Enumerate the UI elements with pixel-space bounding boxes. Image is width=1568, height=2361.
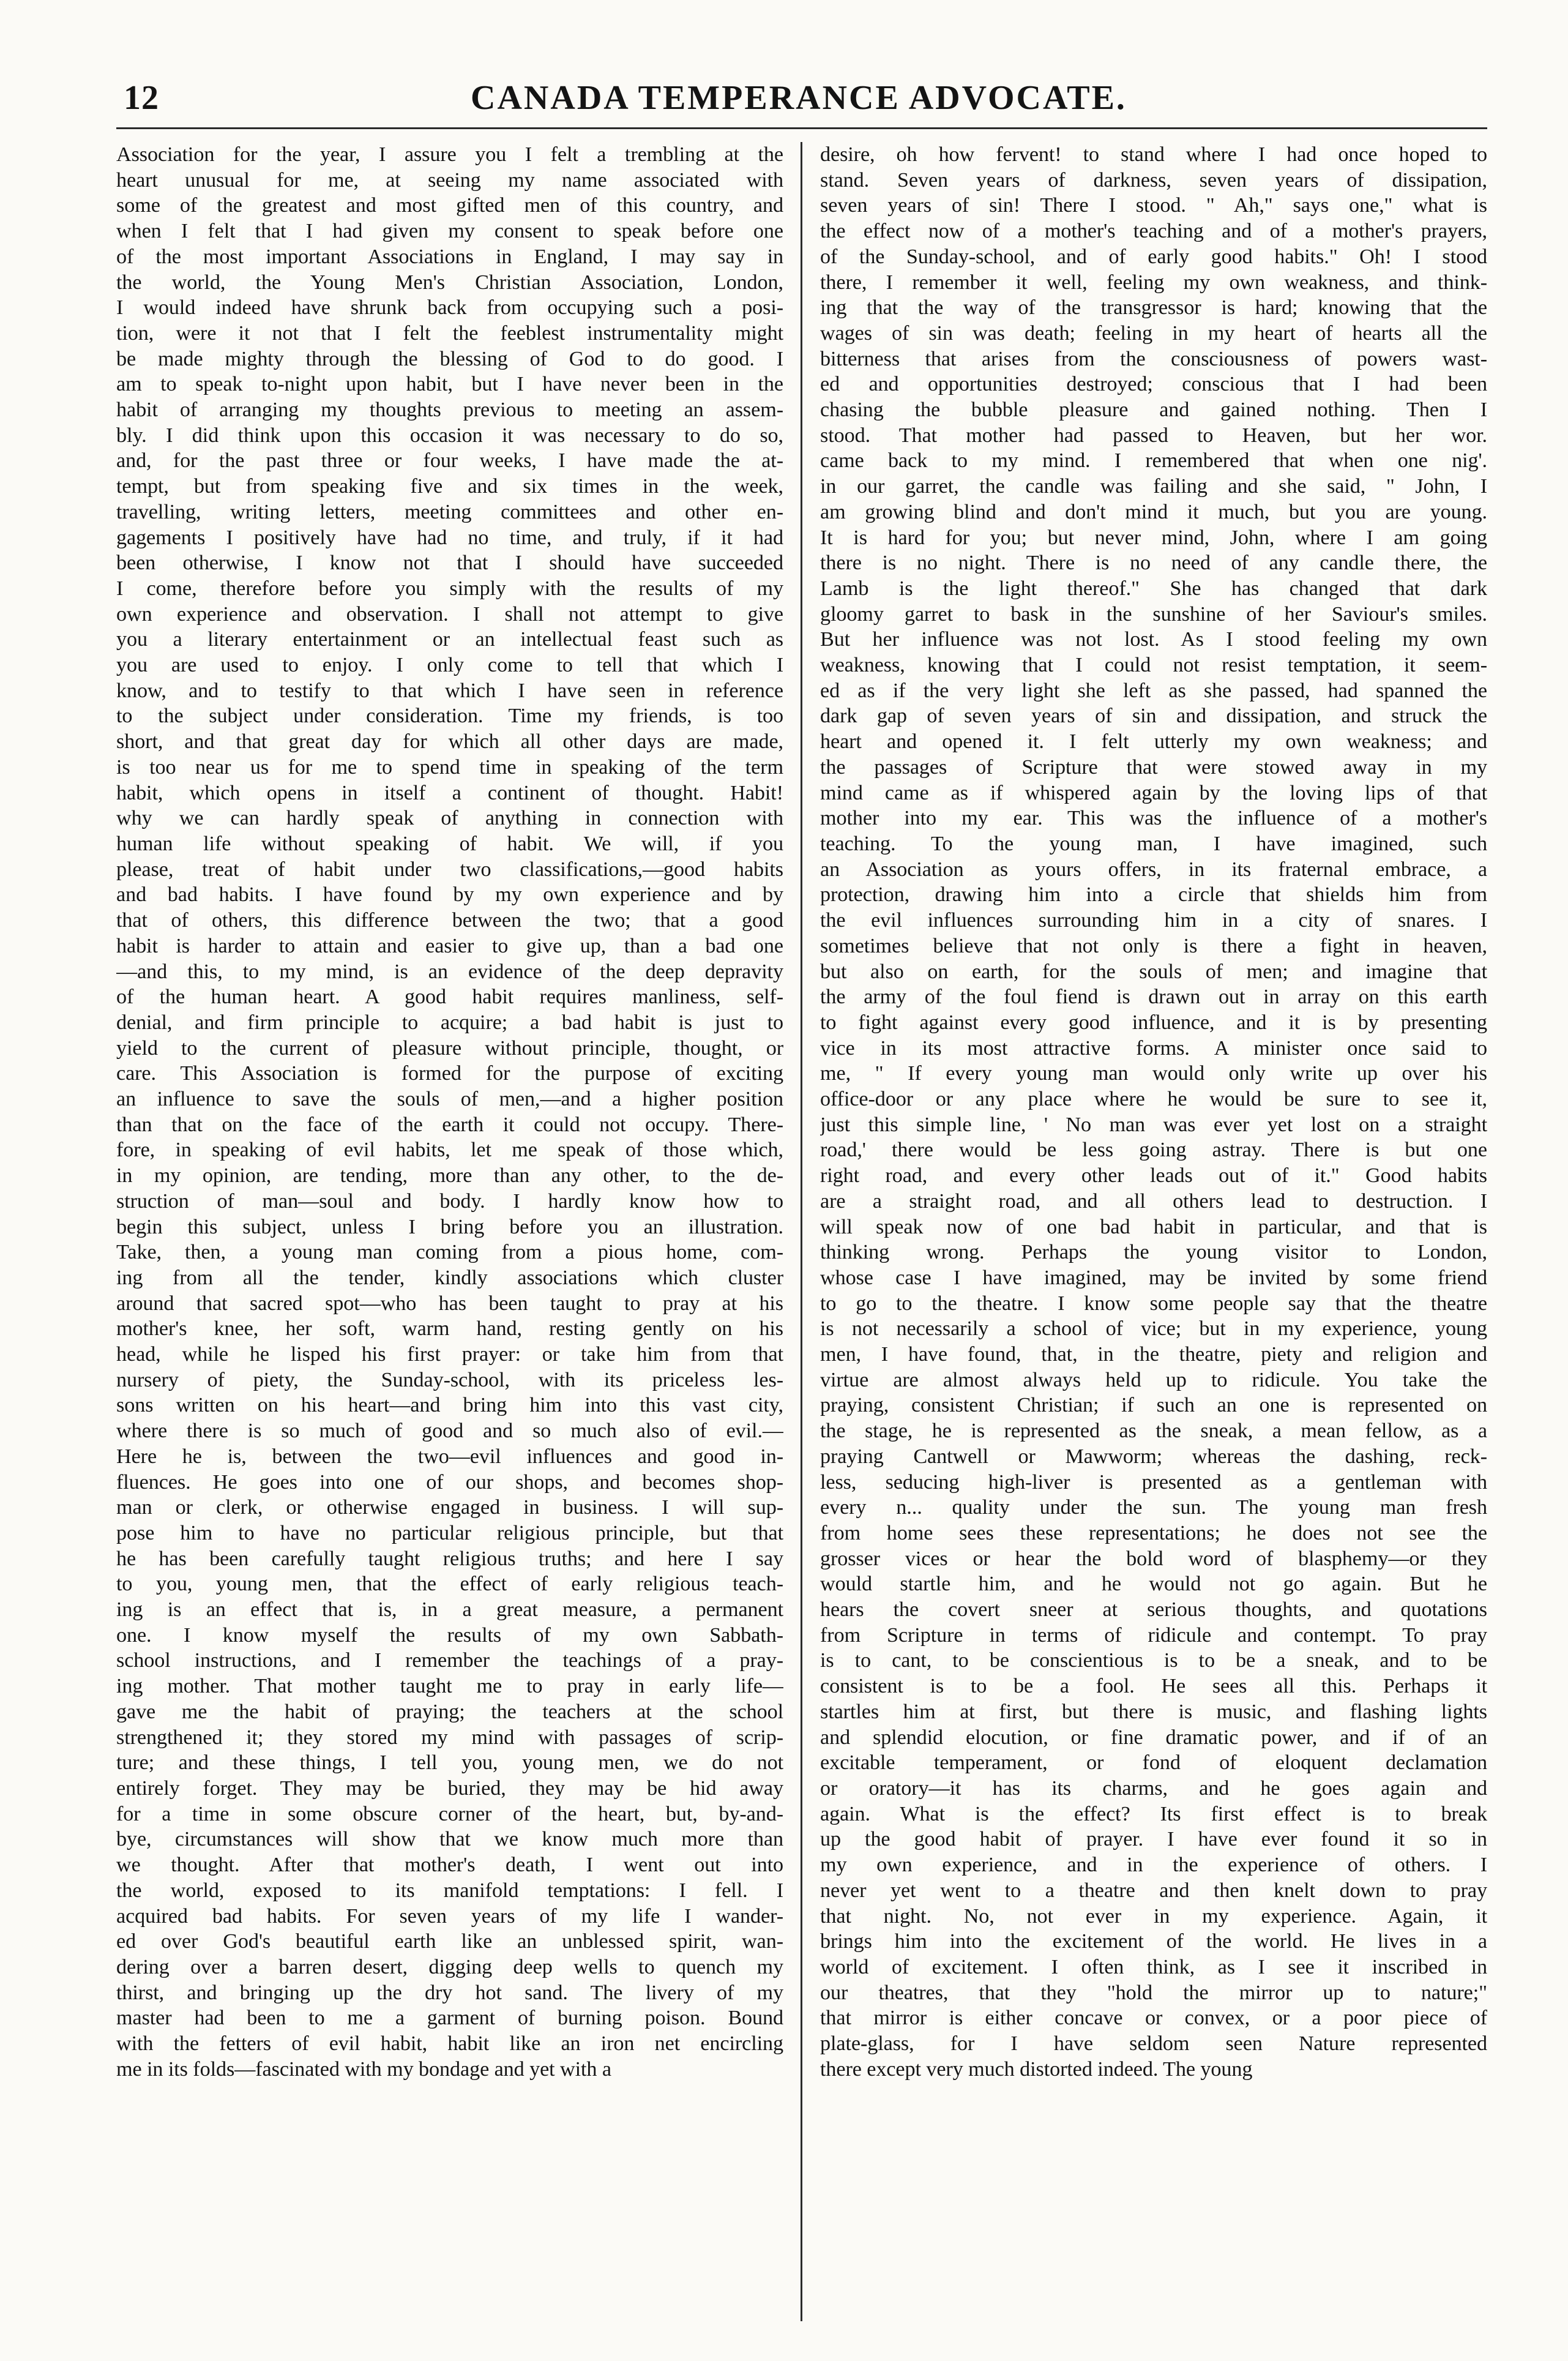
- text-line: bly. I did think upon this occasion it was necessary to do so,: [116, 424, 783, 447]
- text-line: would startle him, and he would not go again. But he: [820, 1573, 1487, 1596]
- text-line: be made mighty through the blessing of God to do good. I: [116, 347, 783, 370]
- text-line: —and this, to my mind, is an evidence of the deep depravity: [116, 960, 783, 983]
- text-line: fluences. He goes into one of our shops, and becomes shop-: [116, 1470, 783, 1494]
- text-line: me, " If every young man would only write up over his: [820, 1062, 1487, 1085]
- text-line: whose case I have imagined, may be invited by some friend: [820, 1266, 1487, 1289]
- text-line: human life without speaking of habit. We will, if you: [116, 832, 783, 855]
- column-rule: [801, 142, 802, 2321]
- text-line: there is no night. There is no need of any candle there, the: [820, 552, 1487, 575]
- text-line: sons written on his heart—and bring him into this vast city,: [116, 1394, 783, 1417]
- text-line: ing that the way of the transgressor is hard; knowing that the: [820, 296, 1487, 320]
- text-line: ed and opportunities destroyed; conscious that I had been: [820, 373, 1487, 396]
- text-line: protection, drawing him into a circle that shields him from: [820, 883, 1487, 907]
- text-line: teaching. To the young man, I have imagined, such: [820, 832, 1487, 855]
- left-column: [116, 142, 783, 2321]
- text-line: stood. That mother had passed to Heaven, but her wor.: [820, 424, 1487, 447]
- text-line: and bad habits. I have found by my own experience and by: [116, 883, 783, 907]
- page-header: [110, 73, 1487, 122]
- text-line: the army of the foul fiend is drawn out in array on this earth: [820, 986, 1487, 1009]
- text-line: is too near us for me to spend time in speaking of the term: [116, 755, 783, 779]
- text-line: Lamb is the light thereof." She has changed that dark: [820, 577, 1487, 600]
- text-line: some of the greatest and most gifted men of this country, and: [116, 194, 783, 217]
- text-line: to fight against every good influence, and it is by presenting: [820, 1011, 1487, 1034]
- text-line: travelling, writing letters, meeting committees and other en-: [116, 500, 783, 523]
- text-line: where there is so much of good and so much also of evil.—: [116, 1420, 783, 1443]
- text-line: habit of arranging my thoughts previous to meeting an assem-: [116, 398, 783, 422]
- text-line: bitterness that arises from the consciousness of powers wast-: [820, 347, 1487, 370]
- text-line: wages of sin was death; feeling in my heart of hearts all the: [820, 321, 1487, 345]
- text-line: of the Sunday-school, and of early good habits." Oh! I stood: [820, 245, 1487, 268]
- text-line: entirely forget. They may be buried, they may be hid away: [116, 1777, 783, 1800]
- text-line: our theatres, that they "hold the mirror up to nature;": [820, 1981, 1487, 2004]
- text-line: ing mother. That mother taught me to pray in early life—: [116, 1675, 783, 1698]
- text-line: and splendid elocution, or fine dramatic power, and if of an: [820, 1726, 1487, 1749]
- text-line: desire, oh how fervent! to stand where I had once hoped to: [820, 143, 1487, 166]
- text-line: denial, and firm principle to acquire; a bad habit is just to: [116, 1011, 783, 1034]
- text-line: never yet went to a theatre and then knelt down to pray: [820, 1879, 1487, 1902]
- text-line: consistent is to be a fool. He sees all this. Perhaps it: [820, 1675, 1487, 1698]
- text-line: mind came as if whispered again by the loving lips of that: [820, 781, 1487, 804]
- text-line: the world, the Young Men's Christian Association, London,: [116, 271, 783, 294]
- text-line: we thought. After that mother's death, I went out into: [116, 1854, 783, 1877]
- text-line: startles him at first, but there is music, and flashing lights: [820, 1700, 1487, 1723]
- text-line: please, treat of habit under two classifications,—good habits: [116, 858, 783, 881]
- text-line: the world, exposed to its manifold temptations: I fell. I: [116, 1879, 783, 1902]
- text-line: nursery of piety, the Sunday-school, with its priceless les-: [116, 1368, 783, 1391]
- text-line: heart and opened it. I felt utterly my own weakness; and: [820, 730, 1487, 754]
- text-line: Take, then, a young man coming from a pious home, com-: [116, 1241, 783, 1264]
- text-line: world of excitement. I often think, as I see it inscribed in: [820, 1955, 1487, 1978]
- header-rule: [116, 127, 1487, 129]
- text-line: men, I have found, that, in the theatre, piety and religion and: [820, 1343, 1487, 1366]
- text-line: pose him to have no particular religious principle, but that: [116, 1521, 783, 1544]
- text-line: me in its folds—fascinated with my bondage and yet with a: [116, 2057, 611, 2081]
- article-columns: [116, 142, 1487, 2321]
- text-line: right road, and every other leads out of it." Good habits: [820, 1164, 1487, 1188]
- text-line: seven years of sin! There I stood. " Ah," says one," what is: [820, 194, 1487, 217]
- text-line: sometimes believe that not only is there a fight in heaven,: [820, 934, 1487, 957]
- text-line: ed over God's beautiful earth like an unblessed spirit, wan-: [116, 1930, 783, 1953]
- text-line: and, for the past three or four weeks, I have made the at-: [116, 449, 783, 473]
- text-line: acquired bad habits. For seven years of my life I wander-: [116, 1904, 783, 1928]
- text-line: dering over a barren desert, digging deep wells to quench my: [116, 1955, 783, 1978]
- text-line: ing is an effect that is, in a great measure, a permanent: [116, 1598, 783, 1622]
- text-line: head, while he lisped his first prayer: or take him from that: [116, 1343, 783, 1366]
- text-line: vice in its most attractive forms. A minister once said to: [820, 1036, 1487, 1060]
- text-line: heart unusual for me, at seeing my name associated with: [116, 168, 783, 192]
- text-line: weakness, knowing that I could not resist temptation, it seem-: [820, 654, 1487, 677]
- text-line: road,' there would be less going astray. There is but one: [820, 1139, 1487, 1162]
- text-line: from Scripture in terms of ridicule and contempt. To pray: [820, 1623, 1487, 1647]
- text-line: is not necessarily a school of vice; but in my experience, young: [820, 1317, 1487, 1341]
- text-line: tempt, but from speaking five and six times in the week,: [116, 475, 783, 498]
- text-line: am to speak to-night upon habit, but I have never been in the: [116, 373, 783, 396]
- text-line: in my opinion, are tending, more than any other, to the de-: [116, 1164, 783, 1188]
- text-line: master had been to me a garment of burning poison. Bound: [116, 2007, 783, 2030]
- text-line: chasing the bubble pleasure and gained nothing. Then I: [820, 398, 1487, 422]
- text-line: bye, circumstances will show that we know much more than: [116, 1828, 783, 1851]
- text-line: office-door or any place where he would be sure to see it,: [820, 1088, 1487, 1111]
- text-line: the evil influences surrounding him in a city of snares. I: [820, 909, 1487, 932]
- text-line: up the good habit of prayer. I have ever found it so in: [820, 1828, 1487, 1851]
- text-line: the passages of Scripture that were stowed away in my: [820, 755, 1487, 779]
- text-line: but also on earth, for the souls of men; and imagine that: [820, 960, 1487, 983]
- text-line: that of others, this difference between the two; that a good: [116, 909, 783, 932]
- text-line: from home sees these representations; he does not see the: [820, 1521, 1487, 1544]
- text-line: Here he is, between the two—evil influences and good in-: [116, 1445, 783, 1468]
- text-line: you are used to enjoy. I only come to tell that which I: [116, 654, 783, 677]
- text-line: with the fetters of evil habit, habit like an iron net encircling: [116, 2032, 783, 2056]
- text-line: came back to my mind. I remembered that when one nig'.: [820, 449, 1487, 473]
- text-line: less, seducing high-liver is presented as a gentleman with: [820, 1470, 1487, 1494]
- text-line: there, I remember it well, feeling my own weakness, and think-: [820, 271, 1487, 294]
- text-line: why we can hardly speak of anything in connection with: [116, 807, 783, 830]
- text-line: stand. Seven years of darkness, seven years of dissipation,: [820, 168, 1487, 192]
- page-number: 12: [124, 79, 159, 117]
- text-line: yield to the current of pleasure without principle, thought, or: [116, 1036, 783, 1060]
- text-line: ing from all the tender, kindly associations which cluster: [116, 1266, 783, 1289]
- running-title: CANADA TEMPERANCE ADVOCATE.: [471, 79, 1127, 117]
- text-line: he has been carefully taught religious truths; and here I say: [116, 1547, 783, 1570]
- text-line: there except very much distorted indeed. The young: [820, 2057, 1253, 2081]
- text-line: one. I know myself the results of my own Sabbath-: [116, 1623, 783, 1647]
- text-line: own experience and observation. I shall not attempt to give: [116, 602, 783, 626]
- text-line: gloomy garret to bask in the sunshine of her Saviour's smiles.: [820, 602, 1487, 626]
- text-line: every n... quality under the sun. The young man fresh: [820, 1496, 1487, 1519]
- text-line: fore, in speaking of evil habits, let me speak of those which,: [116, 1139, 783, 1162]
- text-line: around that sacred spot—who has been taught to pray at his: [116, 1292, 783, 1315]
- text-line: hears the covert sneer at serious thoughts, and quotations: [820, 1598, 1487, 1622]
- text-line: gagements I positively have had no time, and truly, if it had: [116, 526, 783, 549]
- text-line: an influence to save the souls of men,—and a higher position: [116, 1088, 783, 1111]
- text-line: dark gap of seven years of sin and dissipation, and struck the: [820, 705, 1487, 728]
- text-line: struction of man—soul and body. I hardly know how to: [116, 1189, 783, 1213]
- text-line: mother into my ear. This was the influence of a mother's: [820, 807, 1487, 830]
- text-line: again. What is the effect? Its first effect is to break: [820, 1802, 1487, 1825]
- text-line: an Association as yours offers, in its fraternal embrace, a: [820, 858, 1487, 881]
- text-line: you a literary entertainment or an intellectual feast such as: [116, 628, 783, 651]
- text-line: praying, consistent Christian; if such an one is represented on: [820, 1394, 1487, 1417]
- text-line: know, and to testify to that which I have seen in reference: [116, 679, 783, 702]
- text-line: that mirror is either concave or convex, or a poor piece of: [820, 2007, 1487, 2030]
- text-line: the stage, he is represented as the sneak, a mean fellow, as a: [820, 1420, 1487, 1443]
- text-line: I would indeed have shrunk back from occupying such a posi-: [116, 296, 783, 320]
- text-line: my own experience, and in the experience of others. I: [820, 1854, 1487, 1877]
- text-line: for a time in some obscure corner of the heart, but, by-and-: [116, 1802, 783, 1825]
- text-line: thirst, and bringing up the dry hot sand. The livery of my: [116, 1981, 783, 2004]
- text-line: virtue are almost always held up to ridicule. You take the: [820, 1368, 1487, 1391]
- text-line: short, and that great day for which all other days are made,: [116, 730, 783, 754]
- text-line: to you, young men, that the effect of early religious teach-: [116, 1573, 783, 1596]
- text-line: grosser vices or hear the bold word of blasphemy—or they: [820, 1547, 1487, 1570]
- text-line: of the human heart. A good habit requires manliness, self-: [116, 986, 783, 1009]
- text-line: habit, which opens in itself a continent of thought. Habit!: [116, 781, 783, 804]
- text-line: habit is harder to attain and easier to give up, than a bad one: [116, 934, 783, 957]
- text-line: is to cant, to be conscientious is to be a sneak, and to be: [820, 1649, 1487, 1672]
- text-line: care. This Association is formed for the purpose of exciting: [116, 1062, 783, 1085]
- text-line: man or clerk, or otherwise engaged in business. I will sup-: [116, 1496, 783, 1519]
- text-line: Association for the year, I assure you I felt a trembling at the: [116, 143, 783, 166]
- text-line: will speak now of one bad habit in particular, and that is: [820, 1215, 1487, 1238]
- text-line: are a straight road, and all others lead to destruction. I: [820, 1189, 1487, 1213]
- text-line: brings him into the excitement of the world. He lives in a: [820, 1930, 1487, 1953]
- text-line: or oratory—it has its charms, and he goes again and: [820, 1777, 1487, 1800]
- text-line: mother's knee, her soft, warm hand, resting gently on his: [116, 1317, 783, 1341]
- text-line: tion, were it not that I felt the feeblest instrumentality might: [116, 321, 783, 345]
- text-line: excitable temperament, or fond of eloquent declamation: [820, 1751, 1487, 1775]
- text-line: ed as if the very light she left as she passed, had spanned the: [820, 679, 1487, 702]
- text-line: begin this subject, unless I bring before you an illustration.: [116, 1215, 783, 1238]
- text-line: the effect now of a mother's teaching and of a mother's prayers,: [820, 220, 1487, 243]
- text-line: But her influence was not lost. As I stood feeling my own: [820, 628, 1487, 651]
- text-line: to the subject under consideration. Time my friends, is too: [116, 705, 783, 728]
- text-line: thinking wrong. Perhaps the young visitor to London,: [820, 1241, 1487, 1264]
- text-line: been otherwise, I know not that I should have succeeded: [116, 552, 783, 575]
- text-line: strengthened it; they stored my mind with passages of scrip-: [116, 1726, 783, 1749]
- text-line: am growing blind and don't mind it much, but you are young.: [820, 500, 1487, 523]
- right-column: [820, 142, 1487, 2321]
- text-line: of the most important Associations in England, I may say in: [116, 245, 783, 268]
- text-line: gave me the habit of praying; the teachers at the school: [116, 1700, 783, 1723]
- text-line: to go to the theatre. I know some people say that the theatre: [820, 1292, 1487, 1315]
- text-line: than that on the face of the earth it could not occupy. There-: [116, 1113, 783, 1136]
- text-line: It is hard for you; but never mind, John, where I am going: [820, 526, 1487, 549]
- text-line: praying Cantwell or Mawworm; whereas the dashing, reck-: [820, 1445, 1487, 1468]
- text-line: I come, therefore before you simply with the results of my: [116, 577, 783, 600]
- text-line: when I felt that I had given my consent to speak before one: [116, 220, 783, 243]
- text-line: in our garret, the candle was failing and she said, " John, I: [820, 475, 1487, 498]
- text-line: just this simple line, ' No man was ever yet lost on a straight: [820, 1113, 1487, 1136]
- text-line: school instructions, and I remember the teachings of a pray-: [116, 1649, 783, 1672]
- text-line: that night. No, not ever in my experience. Again, it: [820, 1904, 1487, 1928]
- text-line: plate-glass, for I have seldom seen Nature represented: [820, 2032, 1487, 2056]
- text-line: ture; and these things, I tell you, young men, we do not: [116, 1751, 783, 1775]
